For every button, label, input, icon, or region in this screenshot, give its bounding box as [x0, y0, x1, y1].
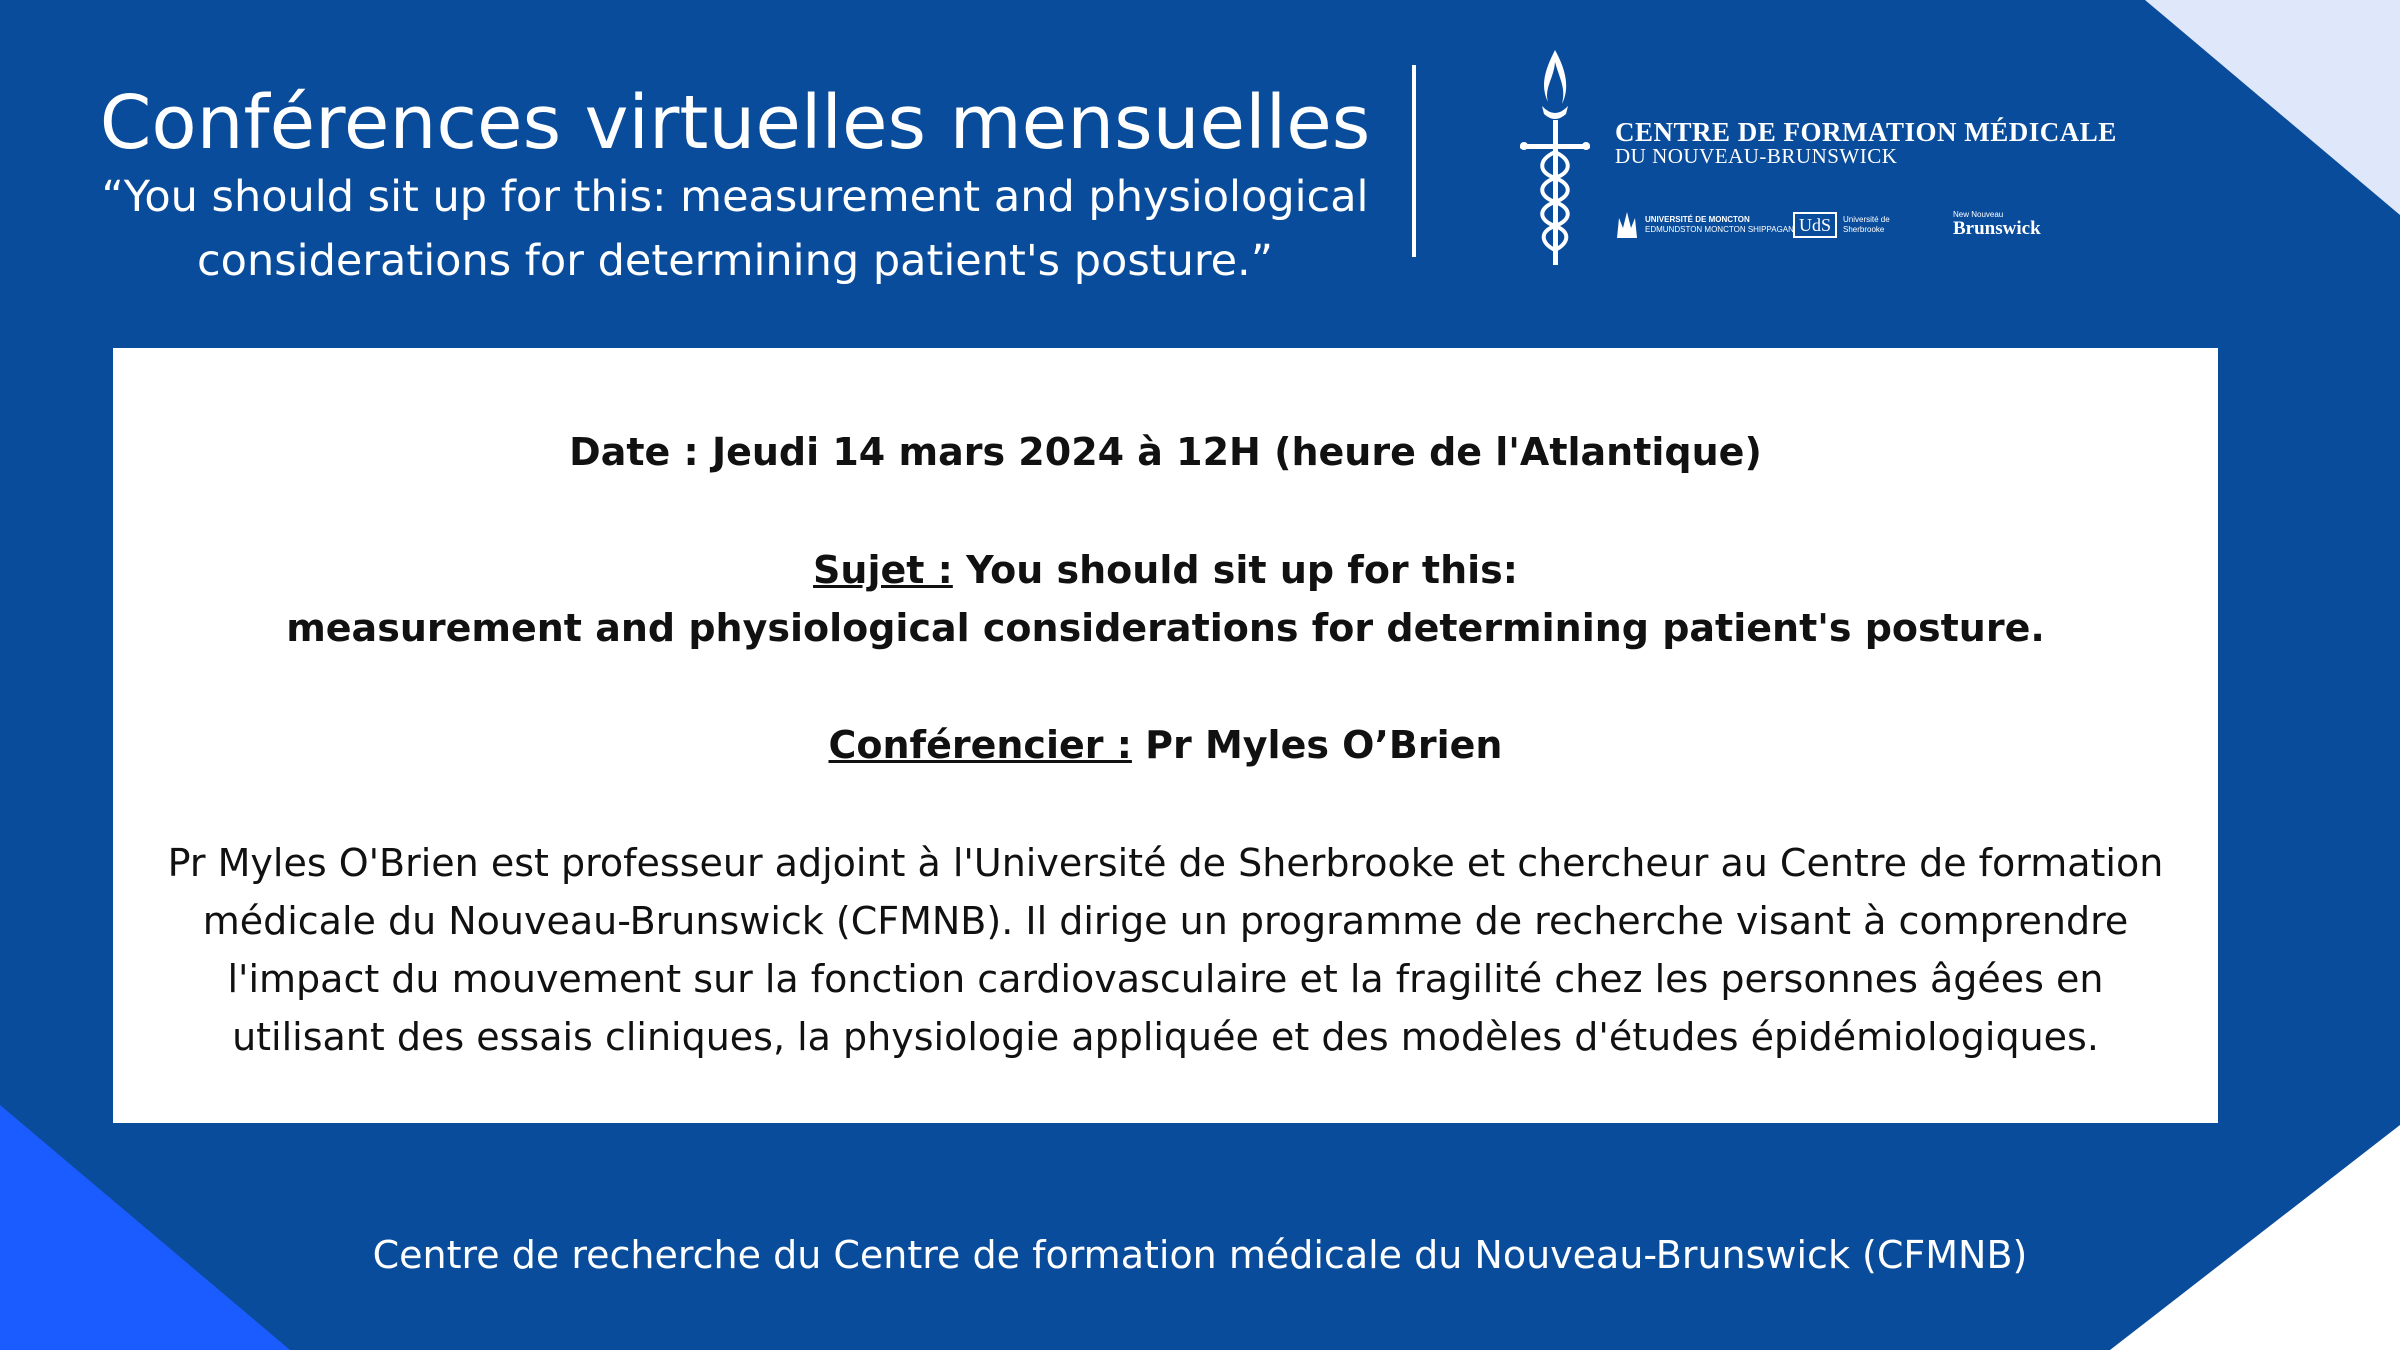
uds-mark: UdS — [1793, 212, 1837, 238]
event-details-card — [113, 348, 2218, 1123]
moncton-name: UNIVERSITÉ DE MONCTON — [1645, 215, 1750, 224]
page-title: Conférences virtuelles mensuelles — [99, 80, 1371, 166]
speaker-bio — [143, 834, 2188, 1066]
top-right-corner-shape — [2145, 0, 2400, 215]
moncton-flame-icon — [1615, 210, 1639, 240]
logo-name: CENTRE DE FORMATION MÉDICALE — [1615, 117, 2117, 147]
new-brunswick-logo — [1953, 205, 2041, 245]
moncton-campuses: EDMUNDSTON MONCTON SHIPPAGAN — [1645, 225, 1794, 234]
speaker-line — [113, 716, 2218, 774]
universite-de-sherbrooke-logo — [1793, 205, 1890, 245]
header-divider — [1412, 65, 1416, 257]
header-quote-line-2: considerations for determining patient's posture.” — [197, 236, 1273, 286]
event-date: Date : Jeudi 14 mars 2024 à 12H (heure de l'Atlantique) — [569, 430, 1762, 474]
nb-top-text: New Nouveau — [1953, 210, 2004, 219]
bio-line-4: utilisant des essais cliniques, la physiologie appliquée et des modèles d'études épidémiologiques. — [232, 1015, 2099, 1059]
subject-label: Sujet : — [813, 548, 953, 592]
cfmnb-logo — [1510, 40, 2117, 270]
subject-line-1 — [113, 541, 2218, 599]
speaker-label: Conférencier : — [828, 723, 1132, 767]
caduceus-torch-icon — [1510, 40, 1600, 270]
uds-line-1: Université de — [1843, 215, 1890, 224]
speaker-name: Pr Myles O’Brien — [1131, 723, 1503, 767]
header-quote — [90, 165, 1380, 293]
bio-line-3: l'impact du mouvement sur la fonction cardiovasculaire et la fragilité chez les personnes âgées en — [227, 957, 2104, 1001]
logo-subname: DU NOUVEAU-BRUNSWICK — [1615, 144, 1898, 168]
nb-wordmark: Brunswick — [1953, 218, 2041, 239]
subject-text-1: You should sit up for this: — [952, 548, 1518, 592]
bio-line-2: médicale du Nouveau-Brunswick (CFMNB). Il dirige un programme de recherche visant à comprendre — [202, 899, 2129, 943]
bio-line-1: Pr Myles O'Brien est professeur adjoint à l'Université de Sherbrooke et chercheur au Centre de formation — [167, 841, 2164, 885]
subject-line-2: measurement and physiological considerations for determining patient's posture. — [286, 606, 2045, 650]
footer-text: Centre de recherche du Centre de formation médicale du Nouveau-Brunswick (CFMNB) — [372, 1233, 2028, 1277]
universite-de-moncton-logo — [1615, 205, 1794, 245]
header-quote-line-1: “You should sit up for this: measurement and physiological — [101, 172, 1369, 222]
uds-line-2: Sherbrooke — [1843, 225, 1885, 234]
